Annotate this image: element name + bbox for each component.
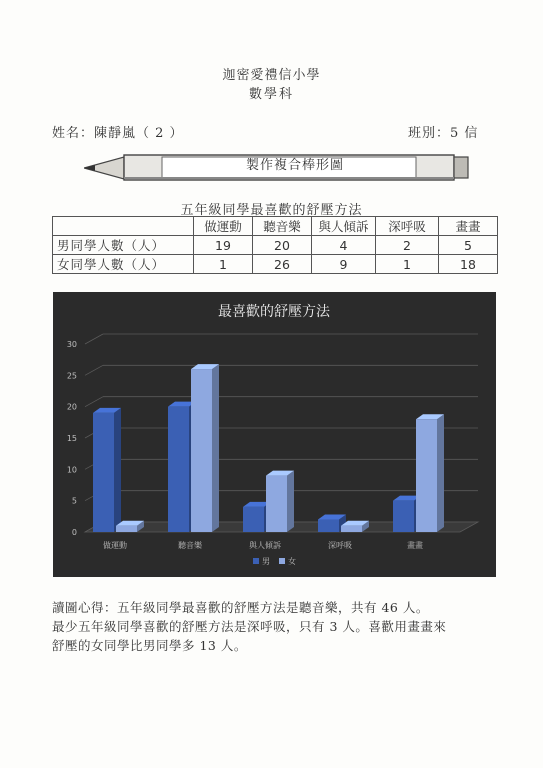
school-name: 迦密愛禮信小學: [222, 68, 321, 83]
bar-女-與人傾訴: [266, 476, 287, 532]
y-tick-label: 30: [66, 340, 77, 349]
table-title: 五年級同學最喜歡的舒壓方法: [180, 203, 363, 218]
bar-男-深呼吸: [318, 519, 339, 532]
bar-side: [437, 414, 444, 532]
table-cell: 1: [376, 255, 439, 274]
table-cell: 2: [376, 236, 439, 255]
table-cell: 5: [439, 236, 498, 255]
table-header-cell: 做運動: [194, 217, 253, 236]
table-cell: 18: [439, 255, 498, 274]
table-cell: 19: [194, 236, 253, 255]
table-cell: 20: [253, 236, 312, 255]
student-name: 姓名：陳靜嵐（ 2 ）: [52, 126, 184, 141]
x-tick-label: 做運動: [103, 541, 127, 550]
table-cell: 4: [312, 236, 376, 255]
bar-女-聽音樂: [191, 369, 212, 532]
chart-title: 最喜歡的舒壓方法: [218, 304, 330, 320]
bar-男-與人傾訴: [243, 507, 264, 532]
legend-swatch: [253, 558, 259, 564]
bar-女-做運動: [116, 526, 137, 532]
x-tick-label: 深呼吸: [328, 541, 352, 550]
bar-女-畫畫: [416, 419, 437, 532]
y-tick-label: 25: [66, 371, 77, 381]
data-table: [52, 216, 498, 274]
reflection-line: 最少五年級同學喜歡的舒壓方法是深呼吸，只有 3 人。喜歡用畫畫來: [52, 619, 447, 634]
bar-女-深呼吸: [341, 526, 362, 532]
x-tick-label: 聽音樂: [178, 541, 202, 550]
table-header-row: [53, 217, 498, 236]
row-label: 女同學人數（人）: [53, 255, 194, 274]
x-tick-label: 畫畫: [407, 541, 423, 550]
y-tick-label: 5: [71, 496, 77, 506]
bar-chart: [53, 292, 496, 577]
table-header-cell: 與人傾訴: [312, 217, 376, 236]
table-cell: 26: [253, 255, 312, 274]
y-tick-label: 15: [66, 434, 77, 443]
legend-swatch: [279, 558, 285, 564]
table-header-cell: 畫畫: [439, 217, 498, 236]
subject-name: 數學科: [248, 87, 294, 102]
legend-label: 男: [262, 557, 270, 566]
table-row: [53, 255, 498, 274]
bar-男-做運動: [93, 413, 114, 532]
table-cell: 1: [194, 255, 253, 274]
reflection-line: 舒壓的女同學比男同學多 13 人。: [52, 638, 247, 653]
bar-男-畫畫: [393, 501, 414, 532]
table-row: [53, 236, 498, 255]
table-header-cell: 聽音樂: [253, 217, 312, 236]
bar-side: [114, 408, 121, 532]
y-tick-label: 10: [66, 465, 77, 475]
y-tick-label: 20: [66, 402, 77, 412]
bar-side: [212, 364, 219, 532]
bar-side: [287, 471, 294, 532]
table-cell: 9: [312, 255, 376, 274]
table-header-cell: 深呼吸: [376, 217, 439, 236]
reflection-text: [52, 598, 492, 655]
row-label: 男同學人數（人）: [53, 236, 194, 255]
reflection-line: 讀圖心得：五年級同學最喜歡的舒壓方法是聽音樂，共有 46 人。: [52, 600, 429, 615]
table-header-cell: [53, 217, 194, 236]
bar-男-聽音樂: [168, 407, 189, 532]
y-tick-label: 0: [71, 528, 77, 537]
x-tick-label: 與人傾訴: [249, 541, 281, 550]
task-title: 製作複合棒形圖: [245, 158, 344, 173]
legend-label: 女: [288, 557, 296, 566]
student-class: 班別：5 信: [408, 126, 479, 141]
